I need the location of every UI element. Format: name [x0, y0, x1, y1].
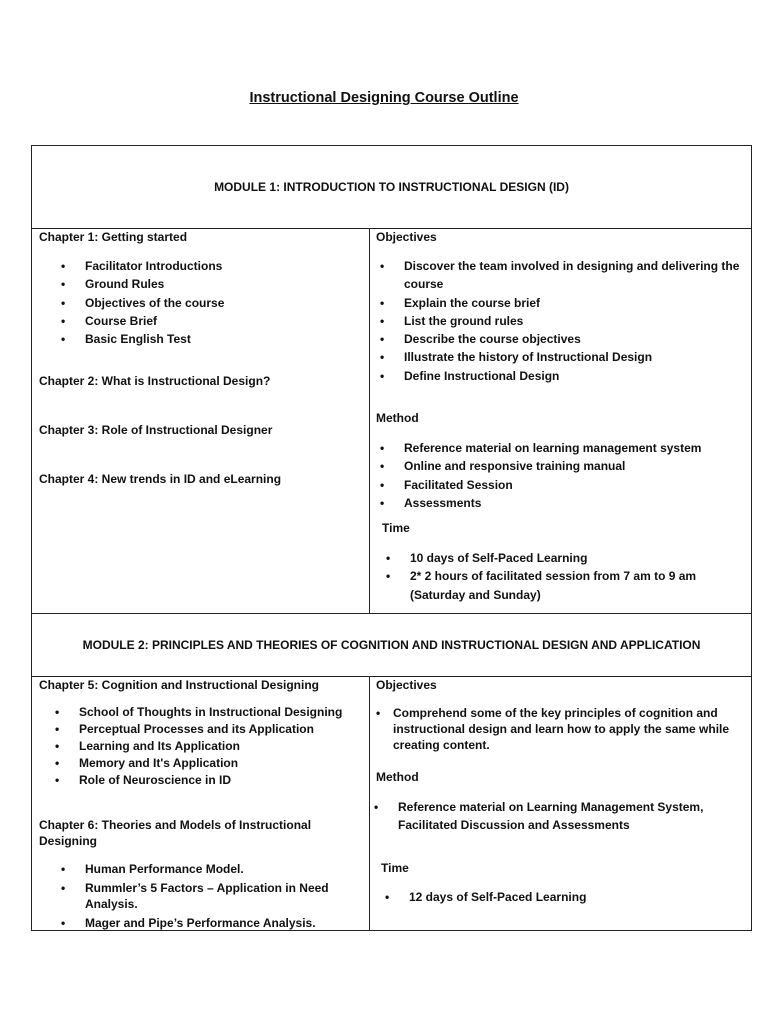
chapter-4-label: Chapter 4: New trends in ID and eLearning	[39, 472, 282, 486]
module-1-details-cell	[370, 229, 752, 614]
list-item: • Comprehend some of the key principles of cognition and instructional design and learn how to apply the same while creating content.	[376, 705, 738, 753]
list-item: • Describe the course objectives	[380, 330, 742, 348]
document-title: Instructional Designing Course Outline	[249, 90, 519, 106]
chapter-6-label: Chapter 6: Theories and Models of Instructional Designing	[39, 818, 312, 848]
module-1-heading: MODULE 1: INTRODUCTION TO INSTRUCTIONAL DESIGN (ID)	[32, 146, 752, 229]
course-outline-table	[31, 145, 752, 931]
chapter-5-topic-list	[55, 704, 342, 789]
list-item: • Objectives of the course	[61, 294, 224, 312]
list-item: • Basic English Test	[61, 330, 224, 348]
objectives-heading: Objectives	[376, 678, 437, 692]
chapter-5-label: Chapter 5: Cognition and Instructional Designing	[39, 678, 320, 692]
list-item: • Explain the course brief	[380, 294, 742, 312]
list-item: • Perceptual Processes and its Application	[55, 721, 342, 738]
list-item: • Define Instructional Design	[380, 367, 742, 385]
list-item: • Facilitated Session	[380, 476, 742, 494]
list-item: • Online and responsive training manual	[380, 457, 742, 475]
list-item: • Memory and It's Application	[55, 755, 342, 772]
list-item: • School of Thoughts in Instructional Designing	[55, 704, 342, 721]
module-1-header-row	[32, 146, 752, 229]
list-item: • Course Brief	[61, 312, 224, 330]
list-item: • Reference material on Learning Management System, Facilitated Discussion and Assessments	[374, 798, 734, 834]
module-2-heading: MODULE 2: PRINCIPLES AND THEORIES OF COGNITION AND INSTRUCTIONAL DESIGN AND APPLICATION	[32, 614, 752, 677]
method-heading: Method	[376, 411, 419, 425]
chapter-1-topic-list	[61, 257, 224, 348]
method-heading: Method	[376, 770, 419, 784]
module-1-content-row	[32, 229, 752, 614]
objectives-heading: Objectives	[376, 230, 437, 244]
module-2-content-row	[32, 677, 752, 931]
time-heading: Time	[381, 861, 409, 875]
chapter-1-label: Chapter 1: Getting started	[39, 230, 188, 244]
list-item: • Reference material on learning management system	[380, 439, 742, 457]
module-2-chapters-cell	[32, 677, 370, 931]
time-list	[386, 549, 731, 604]
chapter-3-label: Chapter 3: Role of Instructional Designer	[39, 423, 273, 437]
chapter-2-label: Chapter 2: What is Instructional Design?	[39, 374, 271, 388]
chapter-6-topic-list	[61, 861, 351, 931]
module-1-chapters-cell	[32, 229, 370, 614]
method-list	[380, 439, 742, 512]
list-item: • 10 days of Self-Paced Learning	[386, 549, 731, 567]
list-item: • List the ground rules	[380, 312, 742, 330]
list-item: • Role of Neuroscience in ID	[55, 772, 342, 789]
list-item: • Facilitator Introductions	[61, 257, 224, 275]
list-item: • Discover the team involved in designing and delivering the course	[380, 257, 742, 294]
list-item: • 2* 2 hours of facilitated session from 7 am to 9 am (Saturday and Sunday)	[386, 567, 731, 604]
time-list	[385, 888, 725, 906]
module-2-header-row	[32, 614, 752, 677]
time-heading: Time	[382, 521, 410, 535]
list-item: • Rummler’s 5 Factors – Application in Need Analysis.	[61, 880, 351, 912]
list-item: • Human Performance Model.	[61, 861, 351, 877]
list-item: • 12 days of Self-Paced Learning	[385, 888, 725, 906]
module-2-details-cell	[370, 677, 752, 931]
list-item: • Mager and Pipe’s Performance Analysis.	[61, 915, 351, 931]
list-item: • Learning and Its Application	[55, 738, 342, 755]
method-list	[374, 798, 734, 834]
objectives-list	[376, 705, 738, 753]
list-item: • Ground Rules	[61, 275, 224, 293]
list-item: • Illustrate the history of Instructional Design	[380, 348, 742, 366]
objectives-list	[380, 257, 742, 385]
list-item: • Assessments	[380, 494, 742, 512]
